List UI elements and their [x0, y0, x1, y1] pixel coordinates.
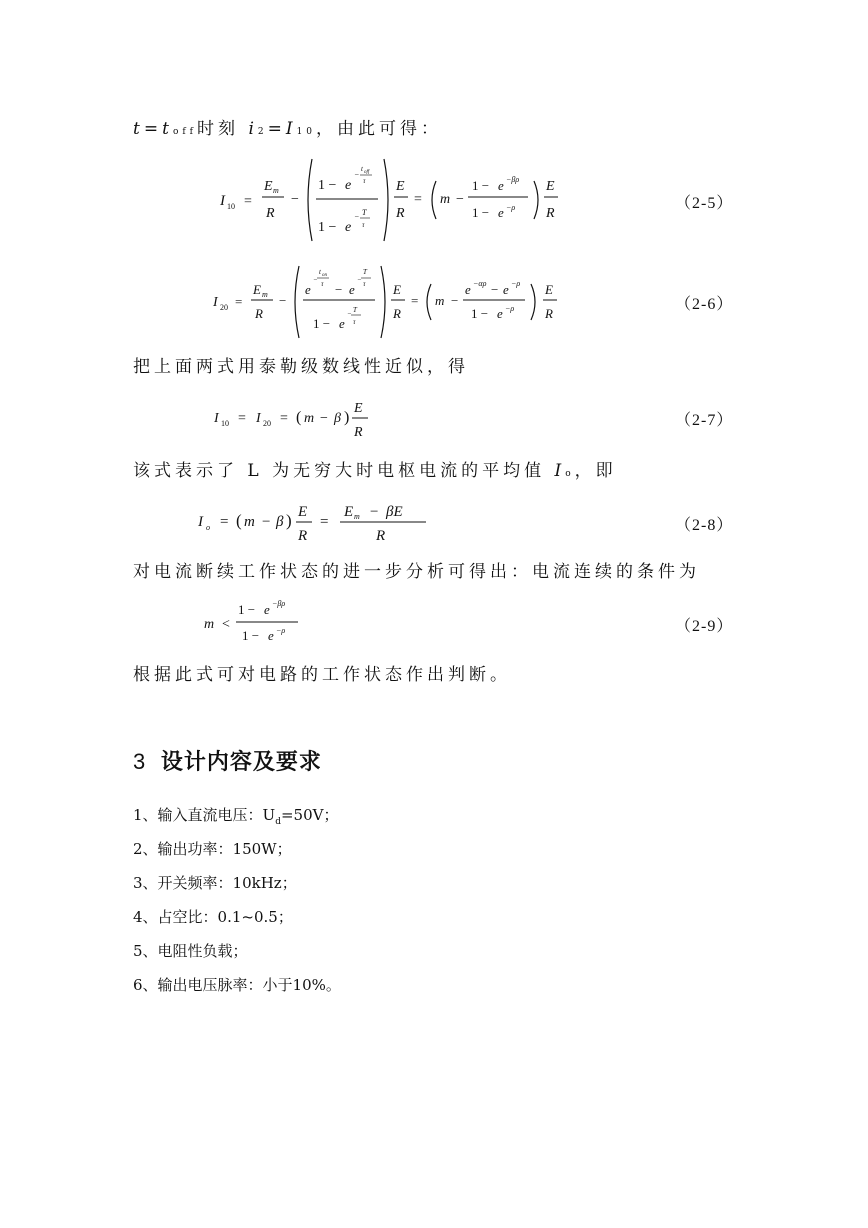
svg-text:−ρ: −ρ: [276, 626, 286, 635]
svg-text:(: (: [236, 511, 242, 530]
svg-text:E: E: [264, 179, 273, 194]
list-item: 1、输入直流电压：$U_d=50V$；: [133, 806, 339, 827]
svg-text:βE: βE: [386, 504, 403, 520]
svg-text:20: 20: [263, 419, 271, 428]
equation-2-9: [198, 596, 328, 648]
svg-text:t: t: [361, 165, 363, 173]
svg-text:=: =: [411, 293, 419, 308]
svg-text:m: m: [354, 512, 360, 521]
svg-text:E: E: [253, 282, 261, 297]
equation-2-5: [200, 155, 580, 245]
svg-text:m: m: [262, 290, 268, 299]
svg-text:=: =: [320, 514, 329, 530]
svg-text:1 −: 1 −: [238, 602, 256, 617]
svg-text:R: R: [546, 206, 555, 221]
svg-text:I: I: [213, 295, 218, 310]
svg-text:20: 20: [220, 303, 228, 312]
svg-text:T: T: [353, 306, 357, 314]
requirements-list: [133, 804, 341, 1008]
svg-text:−: −: [354, 170, 360, 179]
svg-text:R: R: [298, 528, 308, 544]
svg-text:e: e: [497, 306, 503, 321]
svg-text:t: t: [319, 268, 321, 276]
svg-text:m: m: [204, 617, 215, 632]
svg-text:−βρ: −βρ: [506, 175, 520, 184]
svg-text:1 −: 1 −: [318, 178, 337, 193]
section-number: 3: [133, 749, 147, 774]
paragraph-taylor: 把上面两式用泰勒级数线性近似，得: [133, 357, 469, 377]
svg-text:β: β: [276, 514, 284, 530]
svg-text:τ: τ: [362, 221, 365, 229]
svg-text:1 −: 1 −: [472, 178, 490, 193]
svg-text:R: R: [545, 306, 553, 321]
svg-text:1 −: 1 −: [242, 628, 260, 643]
svg-text:e: e: [345, 178, 352, 193]
svg-text:−βρ: −βρ: [272, 599, 286, 608]
svg-text:e: e: [268, 628, 274, 643]
equation-number-2-5: （2-5）: [675, 195, 734, 212]
svg-text:1 −: 1 −: [471, 306, 489, 321]
svg-text:e: e: [339, 316, 345, 331]
intro-line: t=toff时刻 i2=I10，由此可得：: [133, 119, 443, 139]
svg-text:−: −: [347, 310, 352, 318]
svg-text:e: e: [349, 282, 355, 297]
svg-text:E: E: [344, 504, 354, 520]
svg-text:−: −: [335, 282, 343, 297]
svg-text:I: I: [220, 193, 225, 209]
equation-number-2-8: （2-8）: [675, 517, 734, 534]
svg-text:−: −: [313, 276, 318, 284]
svg-text:I: I: [214, 411, 219, 426]
svg-text:e: e: [264, 602, 270, 617]
list-item: 3、开关频率：10kHz；: [133, 874, 297, 892]
equation-2-6: [195, 262, 575, 342]
svg-text:=: =: [238, 411, 246, 426]
svg-text:R: R: [396, 206, 405, 221]
svg-text:): ): [286, 511, 292, 530]
svg-text:−: −: [291, 192, 299, 207]
list-item: 4、占空比：0.1~0.5；: [133, 908, 293, 926]
svg-text:=: =: [235, 294, 243, 309]
svg-text:−αρ: −αρ: [473, 279, 487, 288]
svg-text:=: =: [280, 411, 288, 426]
svg-text:R: R: [393, 306, 401, 321]
list-item: 2、输出功率：150W；: [133, 840, 292, 858]
svg-text:o: o: [206, 523, 210, 532]
svg-text:−: −: [456, 192, 464, 207]
svg-text:(: (: [296, 409, 302, 426]
svg-text:−ρ: −ρ: [505, 304, 515, 313]
svg-text:E: E: [396, 179, 405, 194]
equation-number-2-7: （2-7）: [675, 412, 734, 429]
svg-text:E: E: [545, 282, 553, 297]
svg-text:E: E: [354, 401, 363, 416]
svg-text:T: T: [363, 268, 367, 276]
list-item: 5、电阻性负载；: [133, 942, 248, 960]
svg-text:E: E: [546, 179, 555, 194]
equation-number-2-9: （2-9）: [675, 618, 734, 635]
svg-text:−: −: [357, 276, 362, 284]
svg-text:−: −: [320, 411, 328, 426]
svg-text:e: e: [503, 282, 509, 297]
svg-text:R: R: [376, 528, 386, 544]
section-title: 设计内容及要求: [160, 750, 322, 775]
svg-text:τ: τ: [321, 280, 324, 288]
svg-text:m: m: [273, 186, 279, 195]
svg-text:m: m: [244, 514, 255, 530]
svg-text:τ: τ: [353, 318, 356, 326]
svg-text:m: m: [440, 192, 451, 207]
svg-text:−ρ: −ρ: [506, 203, 516, 212]
equation-2-8: [192, 494, 452, 546]
paragraph-average: 该式表示了 L 为无穷大时电枢电流的平均值 Io，即: [133, 461, 617, 481]
list-item: 6、输出电压脉率：小于10%。: [133, 976, 341, 994]
equation-2-7: [200, 390, 400, 442]
svg-text:−: −: [262, 514, 271, 530]
svg-text:R: R: [255, 306, 263, 321]
svg-text:−ρ: −ρ: [511, 279, 521, 288]
svg-text:10: 10: [221, 419, 229, 428]
svg-text:I: I: [198, 514, 203, 530]
svg-text:−: −: [491, 282, 499, 297]
svg-text:τ: τ: [363, 280, 366, 288]
svg-text:off: off: [364, 170, 370, 175]
svg-text:R: R: [266, 206, 275, 221]
svg-text:−: −: [451, 293, 459, 308]
svg-text:): ): [344, 409, 350, 426]
svg-text:e: e: [345, 220, 352, 235]
svg-text:1 −: 1 −: [472, 205, 490, 220]
svg-text:−: −: [279, 293, 287, 308]
paragraph-judgement: 根据此式可对电路的工作状态作出判断。: [133, 665, 511, 685]
svg-text:1 −: 1 −: [318, 220, 337, 235]
svg-text:τ: τ: [363, 177, 366, 185]
svg-text:=: =: [220, 514, 229, 530]
svg-text:T: T: [362, 208, 367, 217]
svg-text:on: on: [322, 273, 327, 278]
svg-text:e: e: [498, 178, 504, 193]
equation-number-2-6: （2-6）: [675, 296, 734, 313]
svg-text:R: R: [354, 425, 363, 440]
svg-text:e: e: [498, 205, 504, 220]
svg-text:β: β: [334, 411, 341, 426]
svg-text:−: −: [370, 504, 379, 520]
svg-text:E: E: [393, 282, 401, 297]
svg-text:e: e: [465, 282, 471, 297]
svg-text:E: E: [298, 504, 308, 520]
svg-text:−: −: [354, 212, 360, 221]
svg-text:m: m: [304, 411, 315, 426]
svg-text:=: =: [244, 194, 252, 209]
svg-text:m: m: [435, 293, 445, 308]
svg-text:=: =: [414, 192, 422, 207]
section-heading: [133, 745, 322, 776]
svg-text:1 −: 1 −: [313, 316, 331, 331]
svg-text:e: e: [305, 282, 311, 297]
svg-text:10: 10: [227, 202, 235, 211]
svg-text:<: <: [222, 617, 230, 632]
paragraph-continuous: 对电流断续工作状态的进一步分析可得出：电流连续的条件为: [133, 562, 700, 582]
svg-text:I: I: [256, 411, 261, 426]
